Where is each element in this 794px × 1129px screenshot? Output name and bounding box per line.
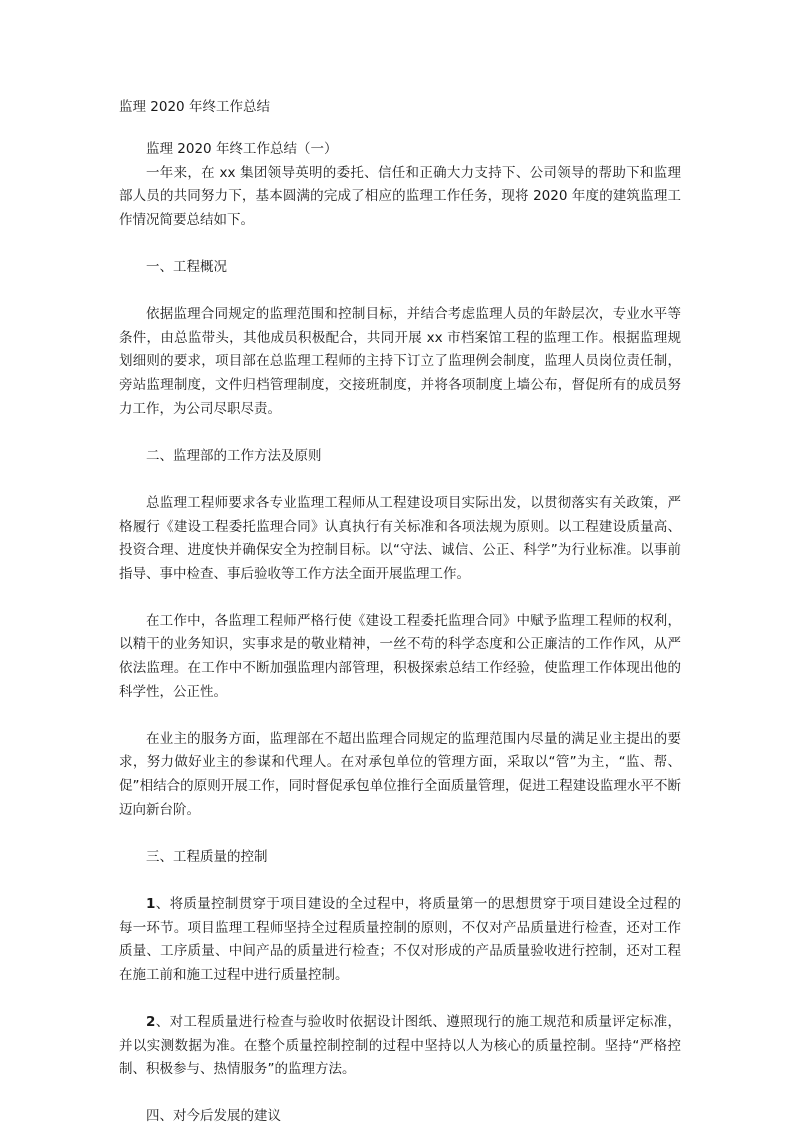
section-heading-overview: 一、工程概况 xyxy=(146,258,227,275)
quality-paragraph-1 xyxy=(119,893,681,987)
intro-paragraph: 一年来，在 xx 集团领导英明的委托、信任和正确大力支持下、公司领导的帮助下和监理部人员的共同努力下，基本圆满的完成了相应的监理工作任务，现将 2020 年度的建筑监理工作情况简要总结如下。 xyxy=(119,164,681,228)
methods-paragraph-3: 在业主的服务方面，监理部在不超出监理合同规定的监理范围内尽量的满足业主提出的要求，努力做好业主的参谋和代理人。在对承包单位的管理方面，采取以“管”为主，“监、帮、促”相结合的原则开展工作，同时督促承包单位推行全面质量管理，促进工程建设监理水平不断迈向新台阶。 xyxy=(119,730,681,818)
methods-paragraph-2: 在工作中，各监理工程师严格行使《建设工程委托监理合同》中赋予监理工程师的权利，以精干的业务知识，实事求是的敬业精神，一丝不苟的科学态度和公正廉洁的工作作风，从严依法监理。在工作中不断加强监理内部管理，积极探索总结工作经验，使监理工作体现出他的科学性，公正性。 xyxy=(119,612,681,700)
quality-paragraph-2 xyxy=(119,1011,681,1082)
quality-paragraph-1-text: 、将质量控制贯穿于项目建设的全过程中，将质量第一的思想贯穿于项目建设全过程的每一环节。项目监理工程师坚持全过程质量控制的原则，不仅对产品质量进行检查，还对工作质量、工序质量、中间产品的质量进行检查；不仅对形成的产品质量验收进行控制，还对工程在施工前和施工过程中进行质量控制。 xyxy=(119,896,681,983)
overview-paragraph: 依据监理合同规定的监理范围和控制目标，并结合考虑监理人员的年龄层次，专业水平等条件，由总监带头，其他成员积极配合，共同开展 xx 市档案馆工程的监理工作。根据监理规划细则的要求，项目部在总监理工程师的主持下订立了监理例会制度，监理人员岗位责任制，旁站监理制度，文件归档管理制度，交接班制度，并将各项制度上墙公布，督促所有的成员努力工作，为公司尽职尽责。 xyxy=(119,306,681,417)
document-subtitle: 监理 2020 年终工作总结（一） xyxy=(146,141,338,157)
document-body xyxy=(119,138,681,1129)
item-number: 2 xyxy=(146,1013,156,1030)
item-number: 1 xyxy=(146,896,156,912)
section-heading-quality: 三、工程质量的控制 xyxy=(146,848,268,865)
section-heading-suggestions: 四、对今后发展的建议 xyxy=(146,1108,281,1125)
document-title: 监理 2020 年终工作总结 xyxy=(119,99,270,115)
section-heading-methods: 二、监理部的工作方法及原则 xyxy=(146,447,322,464)
methods-paragraph-1: 总监理工程师要求各专业监理工程师从工程建设项目实际出发，以贯彻落实有关政策，严格履行《建设工程委托监理合同》认真执行有关标准和各项法规为原则。以工程建设质量高、投资合理、进度快并确保安全为控制目标。以“守法、诚信、公正、科学”为行业标准。以事前指导、事中检查、事后验收等工作方法全面开展监理工作。 xyxy=(119,494,681,582)
quality-paragraph-2-text: 、对工程质量进行检查与验收时依据设计图纸、遵照现行的施工规范和质量评定标准，并以实测数据为准。在整个质量控制控制的过程中坚持以人为核心的质量控制。坚持“严格控制、积极参与、热情服务”的监理方法。 xyxy=(119,1013,681,1078)
